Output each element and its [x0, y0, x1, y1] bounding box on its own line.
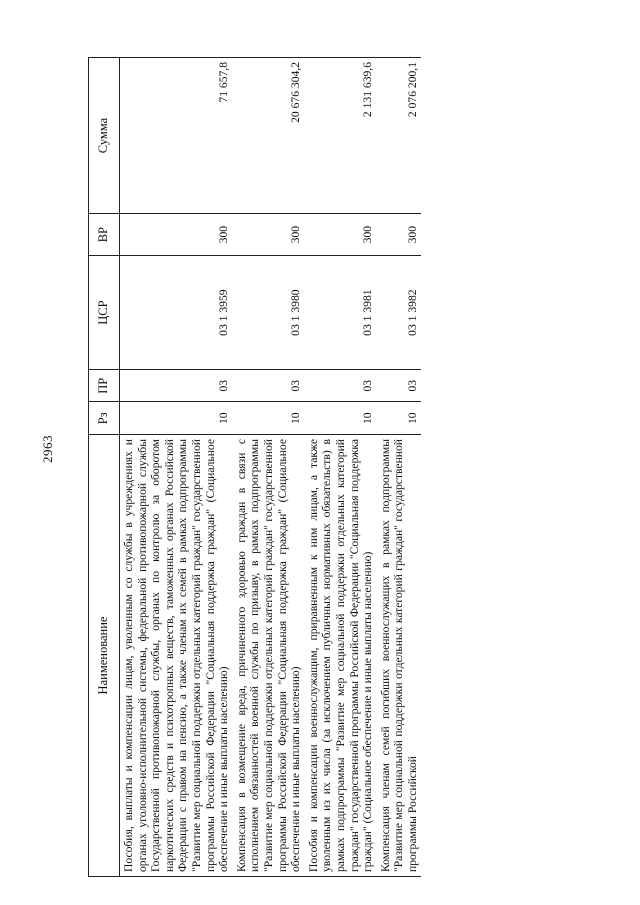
row-name: Компенсация членам семей погибших военнослужащих в рамках подпрограммы "Развитие мер социальной поддержки отдельных категорий граждан" государственной программы Российской [377, 435, 422, 877]
table-row [120, 58, 233, 877]
row-rz: 10 [120, 402, 233, 435]
row-name: Пособия и компенсации военнослужащим, приравненным к ним лицам, а также уволенным из их числа (за исключением публичных нормативных обязательств) в рамках подпрограммы "Развитие мер социальной поддержки отдельных категорий граждан" государственной программы Российской Федерации "Социальная поддержка граждан" (Социальное обеспечение и иные выплаты населению) [305, 435, 377, 877]
header-name: Наименование [89, 435, 120, 877]
row-csr: 03 1 3982 [377, 256, 422, 370]
row-sum: 20 676 304,2 [233, 58, 305, 214]
header-sum: Сумма [89, 58, 120, 214]
row-pr: 03 [377, 370, 422, 403]
table-header-row [89, 58, 120, 877]
row-sum: 71 657,8 [120, 58, 233, 214]
row-vr: 300 [305, 214, 377, 256]
row-csr: 03 1 3959 [120, 256, 233, 370]
table-row [377, 58, 422, 877]
row-rz: 10 [305, 402, 377, 435]
row-name: Пособия, выплаты и компенсации лицам, уволенным со службы в учреждениях и органах уголовно-исполнительной системы, федеральной противопожарной службы Государственной противопожарной службы, органах по контролю за оборотом наркотических средств и психотропных веществ, таможенных органах Российской Федерации с правом на пенсию, а также членам их семей в рамках подпрограммы "Развитие мер социальной поддержки отдельных категорий граждан" государственной программы Российской Федерации "Социальная поддержка граждан" (Социальное обеспечение и иные выплаты населению) [120, 435, 233, 877]
page-number: 2963 [40, 435, 55, 463]
row-name: Компенсация в возмещение вреда, причиненного здоровью граждан в связи с исполнением обязанностей военной службы по призыву, в рамках подпрограммы "Развитие мер социальной поддержки отдельных категорий граждан" государственной программы Российской Федерации "Социальная поддержка граждан" (Социальное обеспечение и иные выплаты населению) [233, 435, 305, 877]
row-vr: 300 [233, 214, 305, 256]
row-pr: 03 [233, 370, 305, 403]
header-vr: ВР [89, 214, 120, 256]
row-rz: 10 [377, 402, 422, 435]
budget-table [88, 57, 421, 877]
row-vr: 300 [377, 214, 422, 256]
row-pr: 03 [120, 370, 233, 403]
row-sum: 2 076 200,1 [377, 58, 422, 214]
row-csr: 03 1 3980 [233, 256, 305, 370]
header-rz: Рз [89, 402, 120, 435]
table-row [233, 58, 305, 877]
row-vr: 300 [120, 214, 233, 256]
row-rz: 10 [233, 402, 305, 435]
table-row [305, 58, 377, 877]
header-csr: ЦСР [89, 256, 120, 370]
row-sum: 2 131 639,6 [305, 58, 377, 214]
rotated-table-container [88, 57, 608, 877]
header-pr: ПР [89, 370, 120, 403]
row-pr: 03 [305, 370, 377, 403]
row-csr: 03 1 3981 [305, 256, 377, 370]
